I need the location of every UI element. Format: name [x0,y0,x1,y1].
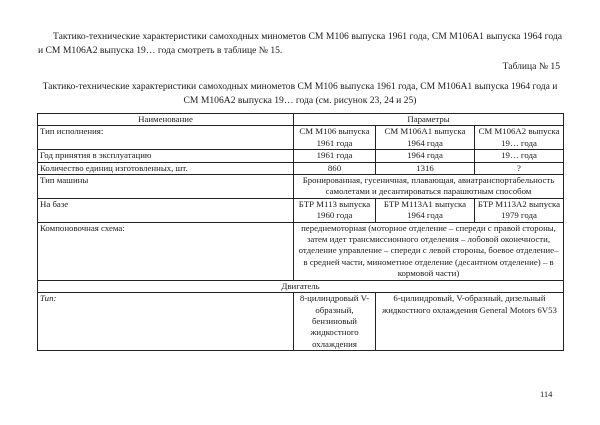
row-label: Тип: [38,293,294,351]
spec-table [37,113,564,351]
cell: переднемоторная (моторное отделение – спереди с правой стороны, затем идет трансмиссионного отделения – лобовой оконечности, отделение управление – спереди с левой стороны, боевое отделение– в средней части, минометное отделение (десантном отделение) – в кормовой части) [294,222,564,280]
row-label: Количество единиц изготовленных, шт. [38,162,294,174]
cell: 8-цилиндровый V-образный, бензиновый жидкостного охлаждения [294,293,376,351]
cell: СМ М106 выпуска 1961 года [294,126,376,150]
table-row [38,293,564,351]
cell: СМ М106А2 выпуска 19… года [475,126,564,150]
table-row [38,175,564,199]
intro-paragraph: Тактико-технические характеристики самоходных минометов СМ М106 выпуска 1961 года, СМ М106А1 выпуска 1964 года и СМ М106А2 выпуска 19… года смотреть в таблице № 15. [38,31,562,56]
table-row [38,222,564,280]
row-label: Тип исполнения: [38,126,294,150]
cell: СМ М106А1 выпуска 1964 года [376,126,475,150]
row-label: На базе [38,198,294,222]
table-number: Таблица № 15 [502,61,560,72]
cell: 19… года [475,150,564,162]
cell: 1316 [376,162,475,174]
header-name: Наименование [38,114,294,126]
table-row [38,150,564,162]
cell: 860 [294,162,376,174]
row-label: Тип машины [38,175,294,199]
table-row [38,126,564,150]
cell: 1961 года [294,150,376,162]
row-label: Компоновочная схема: [38,222,294,280]
page-number: 114 [540,389,553,399]
cell: БТР М113А2 выпуска 1979 года [475,198,564,222]
table-row [38,198,564,222]
cell: ? [475,162,564,174]
section-engine: Двигатель [38,280,564,292]
table-row [38,162,564,174]
table-header-row [38,114,564,126]
cell: 6-цилиндровый, V-образный, дизельный жидкостного охлаждения General Motors 6V53 [376,293,564,351]
row-label: Год принятия в эксплуатацию [38,150,294,162]
cell: Бронированная, гусеничная, плавающая, авиатранспортабельность самолетами и десантироваться парашютным способом [294,175,564,199]
header-params: Параметры [294,114,564,126]
cell: 1964 года [376,150,475,162]
cell: БТР М113А1 выпуска 1964 года [376,198,475,222]
cell: БТР М113 выпуска 1960 года [294,198,376,222]
table-section-row [38,280,564,292]
table-caption: Тактико-технические характеристики самоходных минометов СМ М106 выпуска 1961 года, СМ М106А1 выпуска 1964 года и СМ М106А2 выпуска 19… года (см. рисунок 23, 24 и 25) [42,81,558,106]
